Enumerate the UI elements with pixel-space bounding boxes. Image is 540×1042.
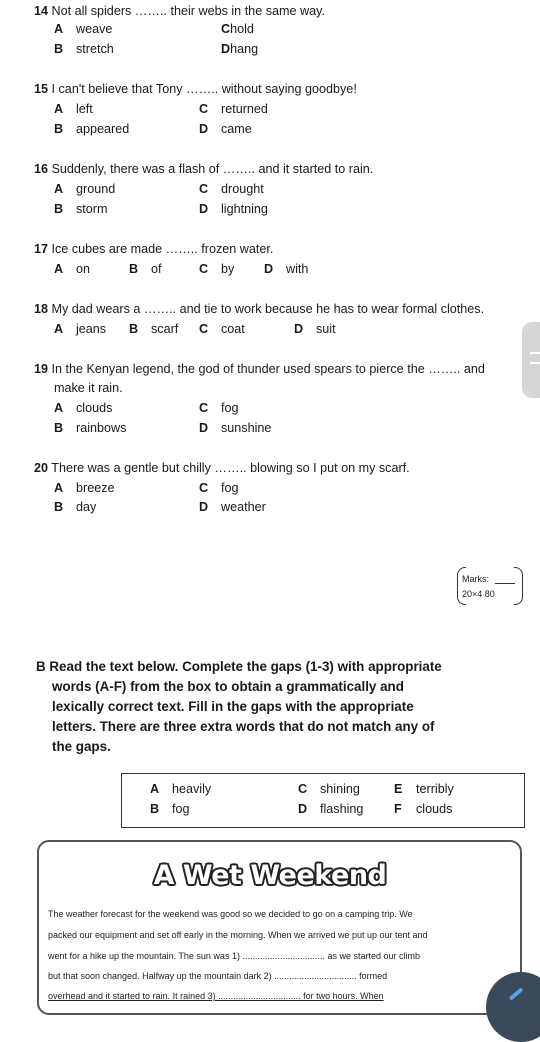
bracket-left xyxy=(457,567,466,605)
option[interactable]: D weather xyxy=(199,500,266,514)
option[interactable]: D came xyxy=(199,122,252,136)
word-option: C shining xyxy=(298,782,360,796)
option[interactable]: A clouds xyxy=(54,401,113,415)
bracket-right xyxy=(514,567,523,605)
option[interactable]: B day xyxy=(54,500,97,514)
question-18: 18 My dad wears a …….. and tie to work because he has to wear formal clothes. xyxy=(34,302,485,316)
option[interactable]: C fog xyxy=(199,481,239,495)
word-option: D flashing xyxy=(298,802,364,816)
option[interactable]: C by xyxy=(199,262,235,276)
instruction-line: words (A-F) from the box to obtain a grammatically and xyxy=(52,679,404,694)
word-option: A heavily xyxy=(150,782,212,796)
question-19-continuation: make it rain. xyxy=(54,381,123,395)
option[interactable]: B stretch xyxy=(54,42,114,56)
option[interactable]: A breeze xyxy=(54,481,115,495)
option[interactable]: B scarf xyxy=(129,322,179,336)
pencil-icon xyxy=(509,987,524,1000)
option[interactable]: C drought xyxy=(199,182,264,196)
word-option: F clouds xyxy=(394,802,453,816)
marks-blank xyxy=(495,583,515,584)
edit-button[interactable] xyxy=(486,972,540,1042)
scroll-handle[interactable] xyxy=(522,322,540,398)
question-14: 14 Not all spiders …….. their webs in the same way. xyxy=(34,4,325,18)
story-line: packed our equipment and set off early in the morning. When we arrived we put up our tent and xyxy=(48,930,428,940)
story-line: went for a hike up the mountain. The sun was 1) ................................. as we started our climb xyxy=(48,951,420,961)
instruction-line: letters. There are three extra words that do not match any of xyxy=(52,719,435,734)
option[interactable]: D lightning xyxy=(199,202,268,216)
option[interactable]: B storm xyxy=(54,202,108,216)
section-b-instructions xyxy=(36,657,528,757)
instruction-line: lexically correct text. Fill in the gaps with the appropriate xyxy=(52,699,414,714)
option[interactable]: D suit xyxy=(294,322,336,336)
option[interactable]: C coat xyxy=(199,322,245,336)
story-line: but that soon changed. Halfway up the mountain dark 2) ................................. formed xyxy=(48,971,388,981)
story-line: overhead and it started to rain. It rained 3) ................................. for two hours. When xyxy=(48,991,384,1001)
option[interactable]: D sunshine xyxy=(199,421,272,435)
option[interactable]: A left xyxy=(54,102,93,116)
instruction-line: the gaps. xyxy=(52,739,111,754)
option[interactable]: A on xyxy=(54,262,91,276)
word-box xyxy=(121,773,525,828)
option[interactable]: C fog xyxy=(199,401,239,415)
option[interactable]: B rainbows xyxy=(54,421,127,435)
option[interactable]: A weave xyxy=(54,22,113,36)
instruction-line: B Read the text below. Complete the gaps (1-3) with appropriate xyxy=(36,659,442,674)
story-line: The weather forecast for the weekend was good so we decided to go on a camping trip. We xyxy=(48,909,413,919)
story-title: A Wet Weekend xyxy=(153,860,387,891)
marks-calc: 20×4 80 xyxy=(462,589,495,599)
option[interactable]: Dhang xyxy=(221,42,259,56)
option[interactable]: B of xyxy=(129,262,162,276)
option[interactable]: A jeans xyxy=(54,322,107,336)
question-17: 17 Ice cubes are made …….. frozen water. xyxy=(34,242,274,256)
question-16: 16 Suddenly, there was a flash of …….. and it started to rain. xyxy=(34,162,374,176)
option[interactable]: A ground xyxy=(54,182,116,196)
option[interactable]: D with xyxy=(264,262,309,276)
option[interactable]: B appeared xyxy=(54,122,130,136)
handle-grip-line xyxy=(530,362,540,364)
marks-box xyxy=(457,567,523,605)
handle-grip-line xyxy=(530,352,540,354)
marks-label: Marks: xyxy=(462,574,489,584)
word-option: B fog xyxy=(150,802,190,816)
question-20: 20 There was a gentle but chilly …….. blowing so I put on my scarf. xyxy=(34,461,410,475)
question-15: 15 I can't believe that Tony …….. without saying goodbye! xyxy=(34,82,357,96)
option[interactable]: Chold xyxy=(221,22,254,36)
question-19: 19 In the Kenyan legend, the god of thunder used spears to pierce the …….. and xyxy=(34,362,485,376)
option[interactable]: C returned xyxy=(199,102,268,116)
word-option: E terribly xyxy=(394,782,454,796)
